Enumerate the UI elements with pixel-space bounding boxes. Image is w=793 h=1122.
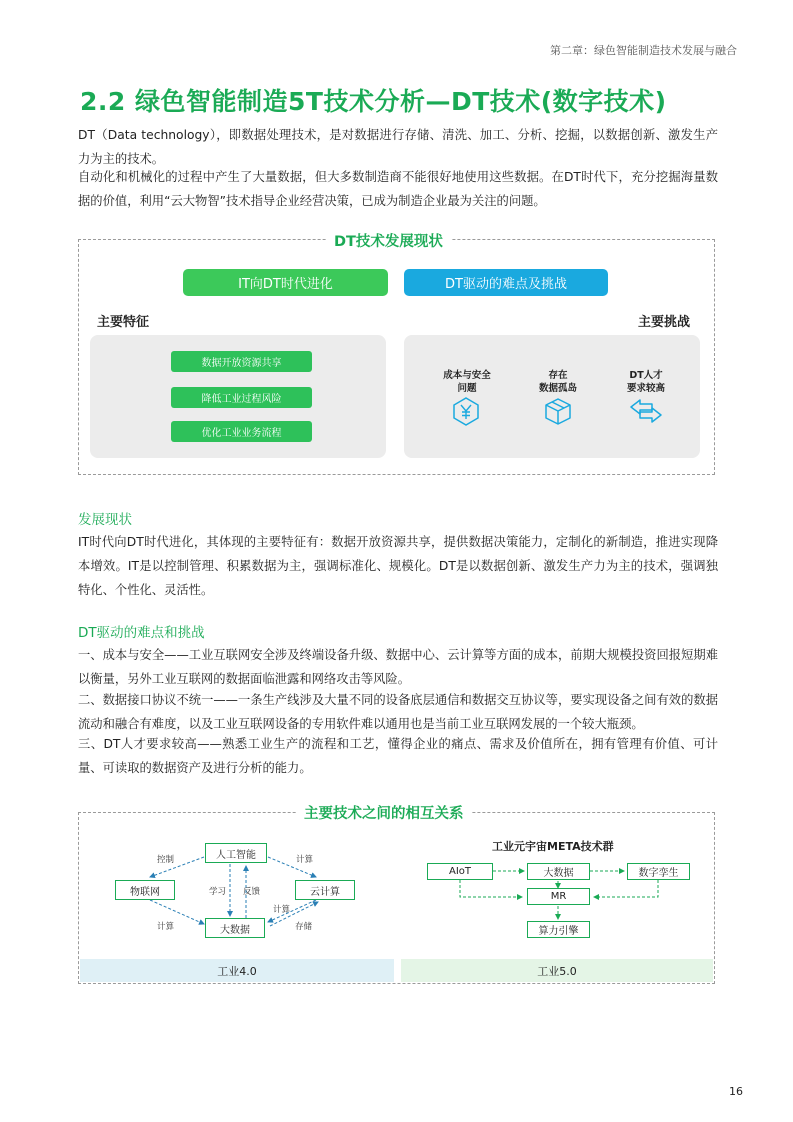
features-label: 主要特征	[97, 315, 150, 330]
node-mr: MR	[527, 888, 590, 905]
node-aiot: AIoT	[427, 863, 493, 880]
challenge-line: 成本与安全	[443, 370, 491, 381]
challenge-item	[427, 370, 507, 395]
section-title-status: 发展现状	[78, 512, 132, 528]
challenge-item	[518, 370, 598, 395]
meta-group-title: 工业元宇宙META技术群	[492, 840, 614, 853]
edge-label-compute: 计算	[296, 855, 314, 865]
intro-paragraph-2: 自动化和机械化的过程中产生了大量数据，但大多数制造商不能很好地使用这些数据。在DT时代下，充分挖掘海量数据的价值，利用“云大物智”技术指导企业经营决策，已成为制造企业最为关注的问题。	[78, 170, 718, 208]
swap-arrows-icon	[628, 397, 664, 425]
page-title: 2.2 绿色智能制造5T技术分析—DT技术(数字技术)	[80, 87, 667, 116]
node-cloud: 云计算	[295, 880, 355, 900]
industry50-diagram-lines	[400, 812, 715, 962]
footer-industry40: 工业4.0	[80, 959, 394, 982]
node-ai: 人工智能	[205, 843, 267, 863]
edge-label-control: 控制	[157, 855, 175, 865]
node-compute-engine: 算力引擎	[527, 921, 590, 938]
challenge-line: 数据孤岛	[538, 382, 577, 394]
cube-icon	[543, 396, 573, 426]
node-iot: 物联网	[115, 880, 175, 900]
section-title-challenges: DT驱动的难点和挑战	[78, 625, 205, 641]
node-digital-twin: 数字孪生	[627, 863, 690, 880]
challenge-line: 存在	[548, 370, 568, 381]
relation-title: 主要技术之间的相互关系	[296, 802, 472, 823]
intro-paragraph-1: DT（Data technology），即数据处理技术，是对数据进行存储、清洗、加工、分析、挖掘，以数据创新、激发生产力为主的技术。	[78, 128, 718, 166]
dt-status-title: DT技术发展现状	[326, 230, 451, 251]
node-bigdata: 大数据	[205, 918, 265, 938]
challenge-item	[606, 370, 686, 395]
feature-item: 降低工业过程风险	[171, 387, 312, 408]
yuan-icon	[451, 396, 481, 426]
node-bigdata-meta: 大数据	[527, 863, 590, 880]
pill-it-to-dt: IT向DT时代进化	[183, 269, 388, 296]
feature-item: 数据开放资源共享	[171, 351, 312, 372]
edge-label-compute: 计算	[273, 905, 291, 915]
feature-item: 优化工业业务流程	[171, 421, 312, 442]
chapter-header: 第二章：绿色智能制造技术发展与融合	[550, 44, 737, 57]
page-number: 16	[729, 1085, 743, 1098]
edge-label-feedback: 反馈	[243, 887, 261, 897]
challenge-paragraph-2: 二、数据接口协议不统一——一条生产线涉及大量不同的设备底层通信和数据交互协议等，要实现设备之间有效的数据流动和融合有难度，以及工业互联网设备的专用软件难以通用也是当前工业互联网发展的一个较大瓶颈。	[78, 693, 718, 731]
challenge-line: 问题	[457, 382, 477, 394]
challenges-label: 主要挑战	[638, 315, 691, 330]
pill-dt-challenges: DT驱动的难点及挑战	[404, 269, 608, 296]
challenge-paragraph-3: 三、DT人才要求较高——熟悉工业生产的流程和工艺，懂得企业的痛点、需求及价值所在，拥有管理有价值、可计量、可读取的数据资产及进行分析的能力。	[78, 737, 718, 775]
section-status-text: IT时代向DT时代进化，其体现的主要特征有：数据开放资源共享，提供数据决策能力，定制化的新制造，推进实现降本增效。IT是以控制管理、积累数据为主，强调标准化、规模化。DT是以数据创新、激发生产力为主的技术，强调独特化、个性化、灵活性。	[78, 535, 718, 597]
challenge-line: 要求较高	[626, 382, 665, 394]
challenge-paragraph-1: 一、成本与安全——工业互联网安全涉及终端设备升级、数据中心、云计算等方面的成本，前期大规模投资回报短期难以衡量，另外工业互联网的数据面临泄露和网络攻击等风险。	[78, 648, 718, 686]
edge-label-storage: 存储	[295, 922, 313, 932]
challenge-line: DT人才	[629, 370, 663, 381]
edge-label-learn: 学习	[209, 887, 227, 897]
edge-label-compute: 计算	[157, 922, 175, 932]
footer-industry50: 工业5.0	[401, 959, 713, 982]
